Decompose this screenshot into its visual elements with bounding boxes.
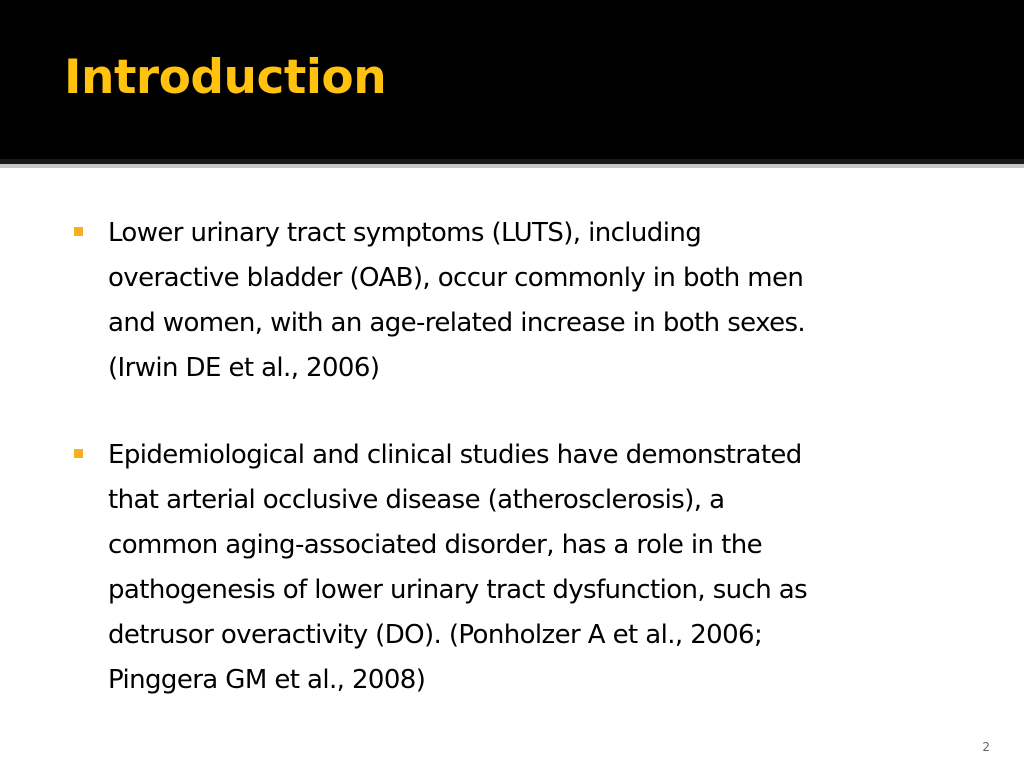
bullet-text-line: common aging-associated disorder, has a role in the [108, 530, 762, 560]
slide-title: Introduction [64, 50, 387, 105]
bullet-text-line: overactive bladder (OAB), occur commonly in both men [108, 263, 804, 293]
bullet-text-line: pathogenesis of lower urinary tract dysfunction, such as [108, 575, 808, 605]
square-bullet-icon [74, 227, 83, 236]
bullet-text-line: Epidemiological and clinical studies have demonstrated [108, 440, 802, 470]
title-divider-light [0, 164, 1024, 168]
bullet-text-line: Lower urinary tract symptoms (LUTS), including [108, 218, 702, 248]
bullet-text-line: and women, with an age-related increase in both sexes. [108, 308, 806, 338]
bullet-text-line: Pinggera GM et al., 2008) [108, 665, 426, 695]
bullet-list [70, 211, 970, 703]
bullet-text-line: detrusor overactivity (DO). (Ponholzer A et al., 2006; [108, 620, 763, 650]
bullet-item-epidemiology [70, 433, 970, 703]
title-bar [0, 0, 1024, 159]
bullet-item-luts [70, 211, 970, 391]
bullet-text-line: that arterial occlusive disease (atherosclerosis), a [108, 485, 725, 515]
page-number: 2 [982, 740, 990, 754]
square-bullet-icon [74, 449, 83, 458]
bullet-text-line: (Irwin DE et al., 2006) [108, 353, 380, 383]
